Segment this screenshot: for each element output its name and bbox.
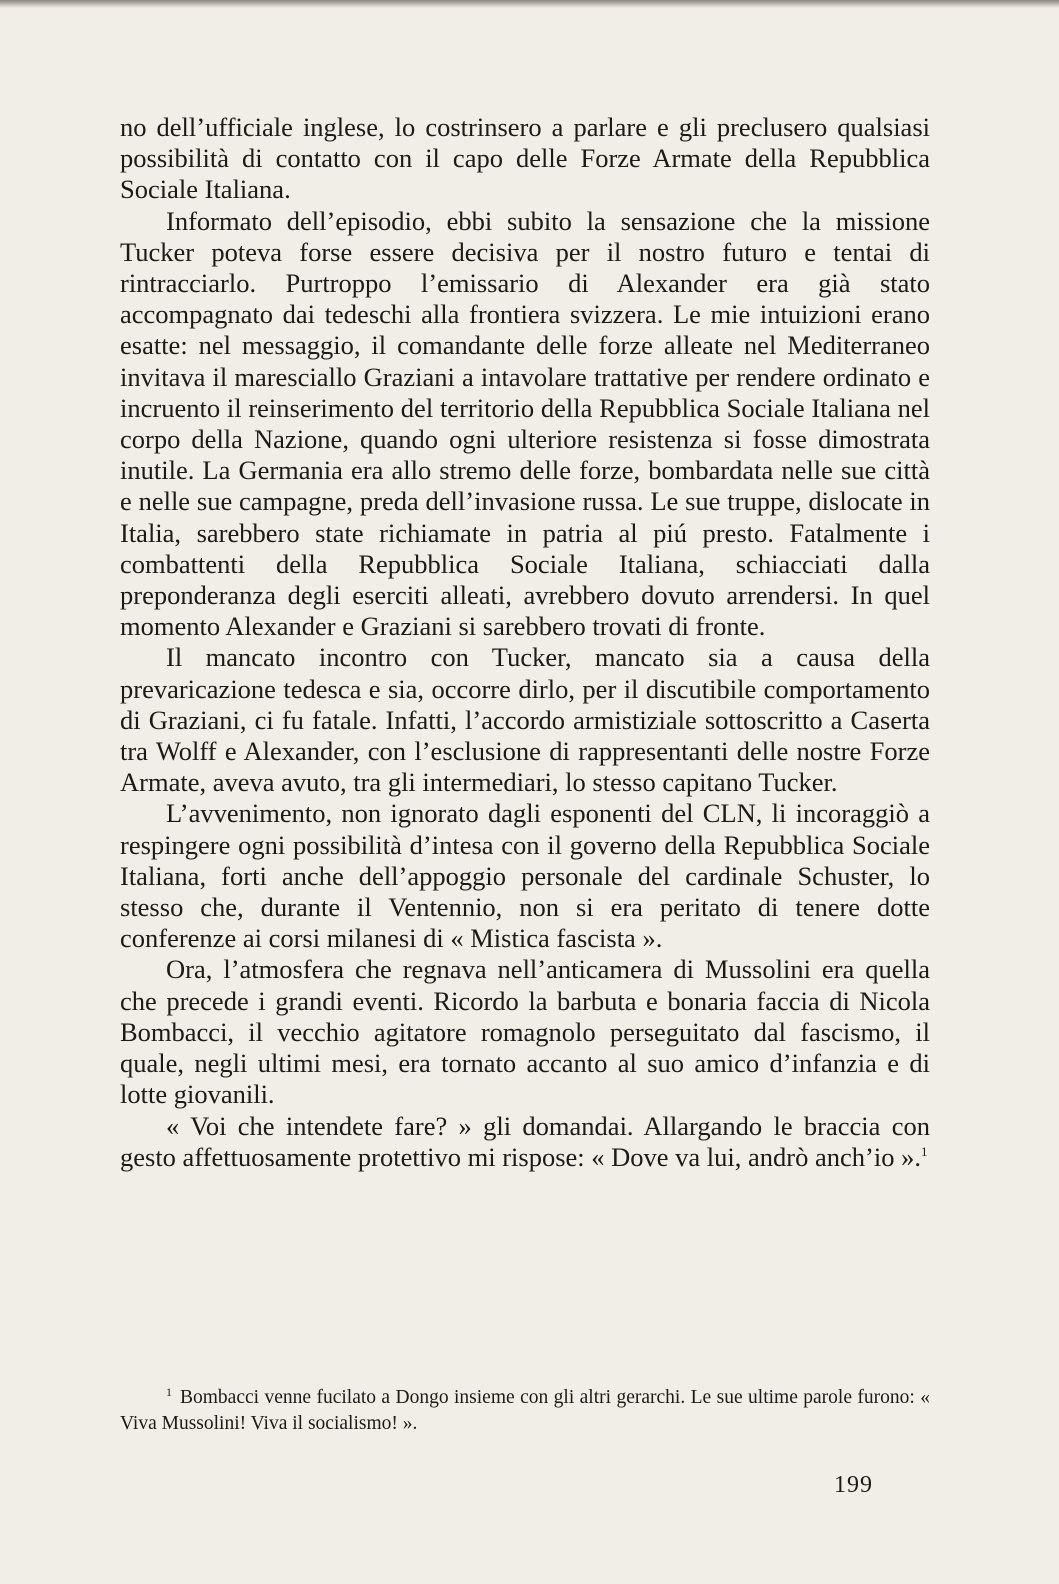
footnote-marker: 1: [166, 1384, 172, 1399]
footnote-text: Bombacci venne fucilato a Dongo insieme con gli altri gerarchi. Le sue ultime parole furono: « Viva Mussolini! Viva il socialismo! ».: [120, 1387, 930, 1434]
paragraph-tucker-mission: Informato dell’episodio, ebbi subito la sensazione che la missione Tucker poteva forse essere decisiva per il nostro futuro e tentai di rintracciarlo. Purtroppo l’emissario di Alexander era già stato accompagnato dai tedeschi alla frontiera svizzera. Le mie intuizioni erano esatte: nel messaggio, il comandante delle forze alleate nel Mediterraneo invitava il maresciallo Graziani a intavolare trattative per rendere ordinato e incruento il reinserimento del territorio della Repubblica Sociale Italiana nel corpo della Nazione, quando ogni ulteriore resistenza si fosse dimostrata inutile. La Germania era allo stremo delle forze, bombardata nelle sue città e nelle sue campagne, preda dell’invasione russa. Le sue truppe, dislocate in Italia, sarebbero state richiamate in patria al piú presto. Fatalmente i combattenti della Repubblica Sociale Italiana, schiacciati dalla preponderanza degli eserciti alleati, avrebbero dovuto arrendersi. In quel momento Alexander e Graziani si sarebbero trovati di fronte.: [120, 205, 930, 642]
paragraph-bombacci-dialogue: [120, 1111, 930, 1173]
paragraph-missed-meeting: Il mancato incontro con Tucker, mancato sia a causa della prevaricazione tedesca e sia, occorre dirlo, per il discutibile comportamento di Graziani, ci fu fatale. Infatti, l’accordo armistiziale sottoscritto a Caserta tra Wolff e Alexander, con l’esclusione di rappresentanti delle nostre Forze Armate, aveva avuto, tra gli intermediari, lo stesso capitano Tucker.: [120, 642, 930, 798]
dialogue-text: « Voi che intendete fare? » gli domandai. Allargando le braccia con gesto affettuosamente protettivo mi rispose: « Dove va lui, andrò anch’io ».: [120, 1110, 930, 1172]
body-text: [120, 112, 930, 1173]
footnote-paragraph: [120, 1385, 930, 1437]
paragraph-cln: L’avvenimento, non ignorato dagli esponenti del CLN, li incoraggiò a respingere ogni possibilità d’intesa con il governo della Repubblica Sociale Italiana, forti anche dell’appoggio personale del cardinale Schuster, lo stesso che, durante il Ventennio, non si era peritato di tenere dotte conferenze ai corsi milanesi di « Mistica fascista ».: [120, 798, 930, 954]
footnote: [120, 1385, 930, 1437]
paragraph-antechamber: Ora, l’atmosfera che regnava nell’anticamera di Mussolini era quella che precede i grandi eventi. Ricordo la barbuta e bonaria faccia di Nicola Bombacci, il vecchio agitatore romagnolo perseguitato dal fascismo, il quale, negli ultimi mesi, era tornato accanto al suo amico d’infanzia e di lotte giovanili.: [120, 954, 930, 1110]
scan-top-edge: [0, 0, 1059, 8]
page-number: 199: [834, 1472, 873, 1498]
footnote-reference[interactable]: 1: [920, 1143, 928, 1159]
paragraph-continuation: no dell’ufficiale inglese, lo costrinsero a parlare e gli preclusero qualsiasi possibilità di contatto con il capo delle Forze Armate della Repubblica Sociale Italiana.: [120, 112, 930, 205]
